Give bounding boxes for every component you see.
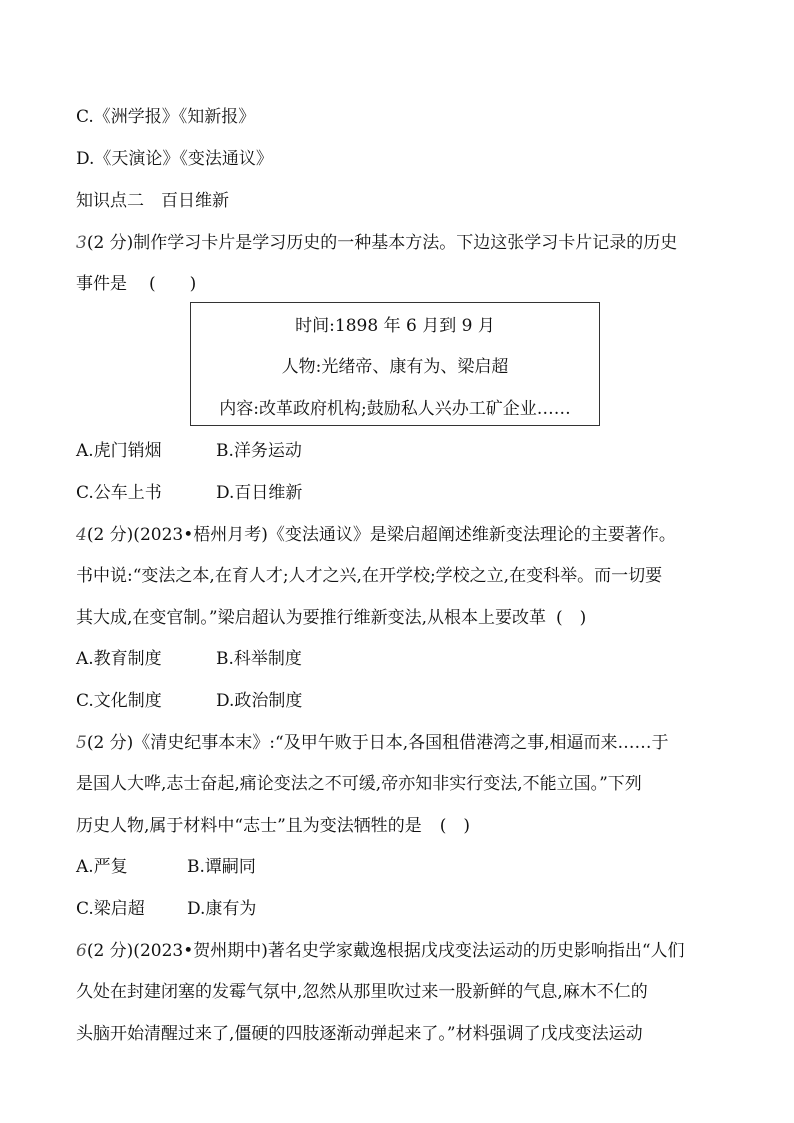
question-4-line-2: 书中说:“变法之本,在育人才;人才之兴,在开学校;学校之立,在变科举。而一切要 <box>76 566 663 586</box>
question-5-line-1 <box>76 732 669 754</box>
question-text: 事件是 <box>76 274 127 294</box>
question-number: 4 <box>76 525 87 545</box>
answer-blank[interactable]: ( ) <box>556 608 587 628</box>
question-4-line-3 <box>76 607 586 629</box>
question-number: 5 <box>76 733 87 753</box>
section-heading: 知识点二 百日维新 <box>76 191 229 211</box>
question-6-line-2: 久处在封建闭塞的发霉气氛中,忽然从那里吹过来一股新鲜的气息,麻木不仁的 <box>76 982 648 1002</box>
card-time: 时间:1898 年 6 月到 9 月 <box>295 316 495 336</box>
options-row <box>76 856 256 878</box>
options-row <box>76 648 302 670</box>
question-text: (2 分)《清史纪事本末》:“及甲午败于日本,各国租借港湾之事,相逼而来……于 <box>86 733 669 753</box>
option-c[interactable]: C.公车上书 <box>76 483 162 503</box>
question-text: 历史人物,属于材料中“志士”且为变法牺牲的是 <box>76 816 422 836</box>
option-a[interactable]: A.虎门销烟 <box>76 441 162 461</box>
question-number: 6 <box>76 941 87 961</box>
question-5-line-3 <box>76 815 470 837</box>
option-b[interactable]: B.洋务运动 <box>216 441 302 461</box>
option-d[interactable]: D.政治制度 <box>216 691 303 711</box>
option-c[interactable]: C.梁启超 <box>76 899 145 919</box>
question-text: (2 分)(2023•贺州期中)著名史学家戴逸根据戊戌变法运动的历史影响指出“人们 <box>86 941 685 961</box>
question-6-line-3: 头脑开始清醒过来了,僵硬的四肢逐渐动弹起来了。”材料强调了戊戌变法运动 <box>76 1024 643 1044</box>
question-text: 其大成,在变官制。”梁启超认为要推行维新变法,从根本上要改革 <box>76 608 546 628</box>
options-row <box>76 440 302 462</box>
option-d-top: D.《天演论》《变法通议》 <box>76 149 273 169</box>
question-number: 3 <box>76 233 87 253</box>
question-5-line-2: 是国人大哗,志士奋起,痛论变法之不可缓,帝亦知非实行变法,不能立国。”下列 <box>76 774 642 794</box>
question-3-line-1 <box>76 232 677 254</box>
question-text: (2 分)(2023•梧州月考)《变法通议》是梁启超阐述维新变法理论的主要著作。 <box>86 525 676 545</box>
option-a[interactable]: A.教育制度 <box>76 649 162 669</box>
question-6-line-1 <box>76 940 685 962</box>
option-c[interactable]: C.文化制度 <box>76 691 162 711</box>
card-people: 人物:光绪帝、康有为、梁启超 <box>281 357 509 377</box>
option-b[interactable]: B.科举制度 <box>216 649 302 669</box>
answer-blank[interactable]: ( ) <box>439 816 471 836</box>
answer-blank[interactable]: ( ) <box>149 274 197 294</box>
option-c-top: C.《洲学报》《知新报》 <box>76 107 256 127</box>
options-row <box>76 482 302 504</box>
question-text: (2 分)制作学习卡片是学习历史的一种基本方法。下边这张学习卡片记录的历史 <box>86 233 678 253</box>
option-a[interactable]: A.严复 <box>76 857 128 877</box>
option-b[interactable]: B.谭嗣同 <box>187 857 256 877</box>
study-card <box>190 302 600 426</box>
options-row <box>76 898 256 920</box>
card-content: 内容:改革政府机构;鼓励私人兴办工矿企业…… <box>219 399 571 419</box>
question-3-line-2 <box>76 273 196 295</box>
option-d[interactable]: D.百日维新 <box>216 483 303 503</box>
option-d[interactable]: D.康有为 <box>187 899 257 919</box>
options-row <box>76 690 302 712</box>
question-4-line-1 <box>76 524 676 546</box>
